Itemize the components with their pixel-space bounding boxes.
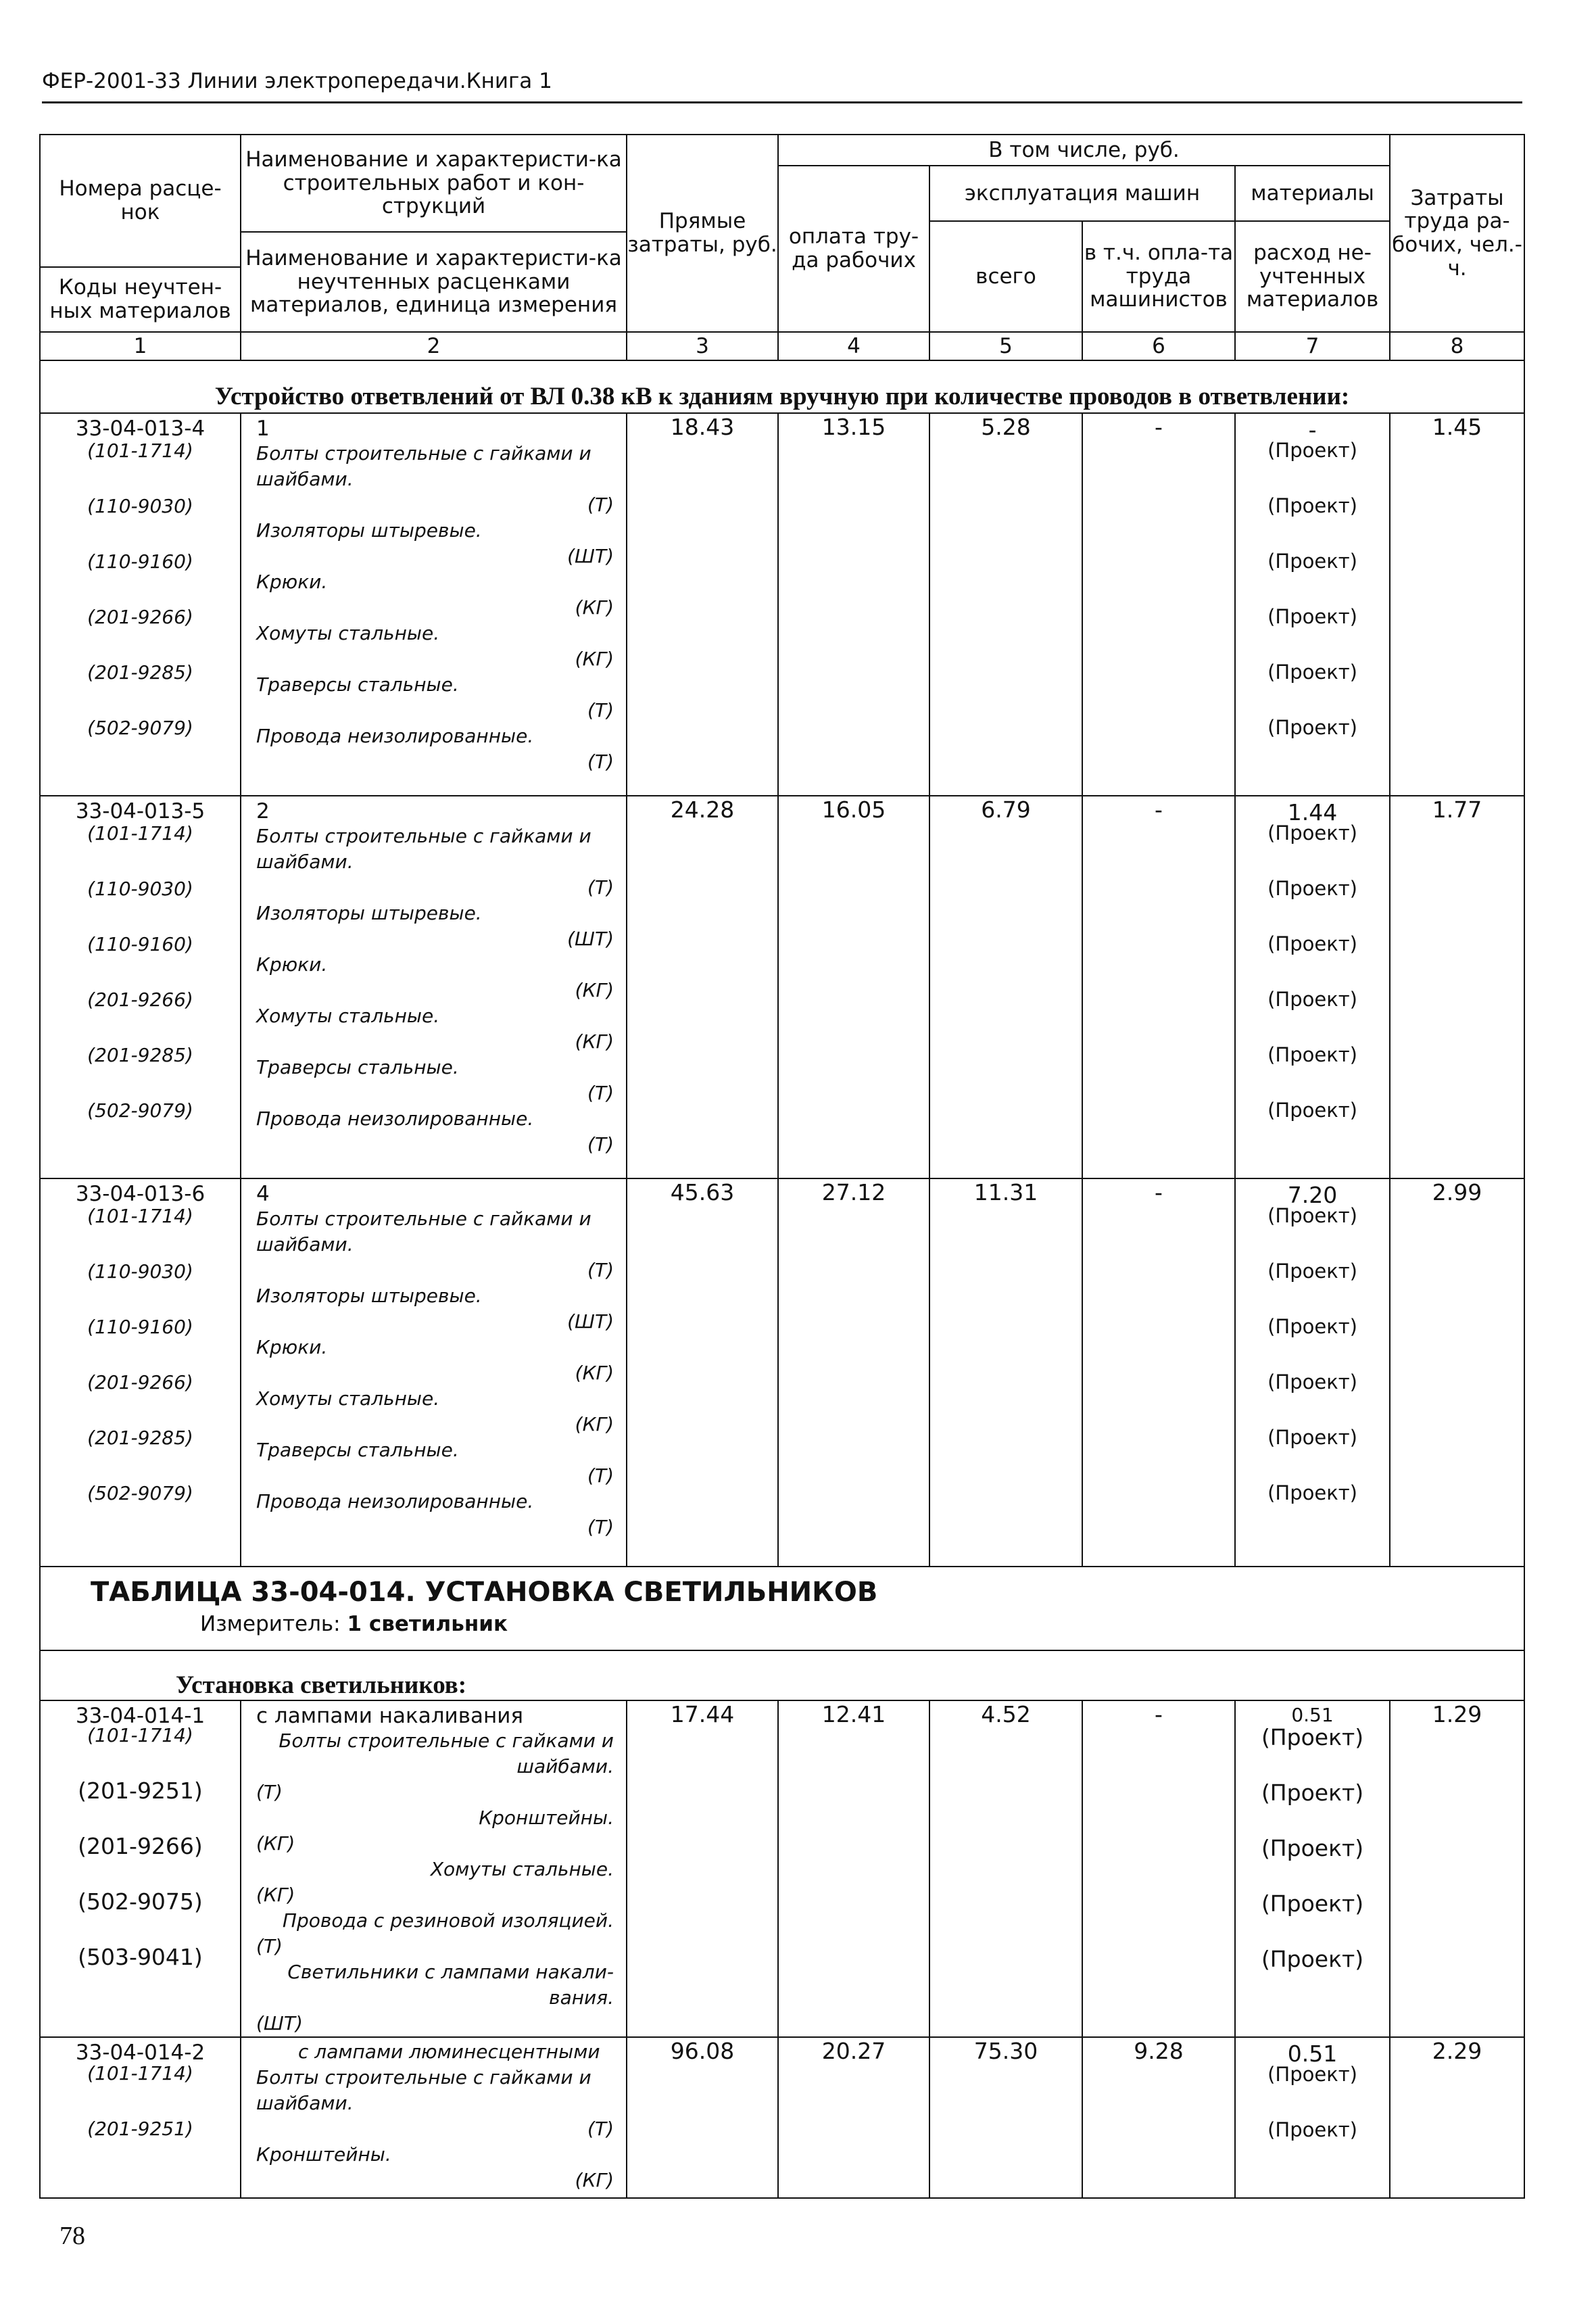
material-note: (Проект)	[1267, 2063, 1357, 2086]
material-note: (Проект)	[1261, 1724, 1364, 1750]
rate-name: 1	[256, 416, 270, 441]
material-item	[241, 1335, 626, 1386]
material-name: Хомуты стальные.	[430, 1858, 614, 1880]
rate-name: 4	[256, 1182, 270, 1206]
materials-cell	[1235, 796, 1390, 1178]
material-name: Провода неизолированные.	[256, 1490, 534, 1512]
material-unit: (КГ)	[256, 1884, 295, 1906]
rate-name-cell	[241, 413, 627, 796]
table-title: ТАБЛИЦА 33-04-014. УСТАНОВКА СВЕТИЛЬНИКОВ	[91, 1577, 878, 1608]
material-note: (Проект)	[1267, 877, 1357, 900]
material-unit: (ШТ)	[567, 928, 614, 950]
materials-value: 0.51	[1287, 2040, 1338, 2067]
material-code: (101-1714)	[87, 1205, 193, 1227]
material-item	[241, 1857, 626, 1908]
rate-name: с лампами накаливания	[256, 1704, 524, 1728]
col-machines-header: эксплуатация машин	[929, 166, 1235, 221]
column-number: 4	[778, 332, 929, 360]
material-note: (Проект)	[1267, 1315, 1357, 1338]
material-note: (Проект)	[1261, 1890, 1364, 1917]
material-note: (Проект)	[1267, 1426, 1357, 1449]
direct-costs: 24.28	[627, 796, 778, 1178]
material-name: Болты строительные с гайками и шайбами.	[279, 1729, 614, 1777]
rate-row	[40, 1700, 1524, 2037]
worker-pay: 12.41	[778, 1700, 929, 2037]
section-title-row	[40, 360, 1524, 413]
material-note: (Проект)	[1267, 1204, 1357, 1227]
machinists-pay: -	[1082, 1700, 1235, 2037]
material-note: (Проект)	[1267, 439, 1357, 462]
material-code: (503-9041)	[78, 1944, 203, 1970]
direct-costs: 17.44	[627, 1700, 778, 2037]
material-item	[241, 441, 626, 518]
labor-hours: 1.29	[1390, 1700, 1524, 2037]
direct-costs: 18.43	[627, 413, 778, 796]
material-item	[241, 1728, 626, 1805]
column-number: 3	[627, 332, 778, 360]
material-unit: (Т)	[587, 876, 614, 899]
direct-costs: 96.08	[627, 2037, 778, 2198]
rate-code-cell	[40, 413, 241, 796]
col-rate-numbers-label: Номера расце-нок	[59, 176, 222, 224]
rate-code-cell	[40, 1700, 241, 2037]
machines-total: 5.28	[929, 413, 1082, 796]
material-code: (201-9251)	[78, 1777, 203, 1804]
material-code: (110-9160)	[87, 1316, 193, 1338]
material-code: (201-9266)	[87, 1371, 193, 1393]
rate-row	[40, 2037, 1524, 2198]
table-title-row	[40, 1567, 1524, 1650]
materials-value: 1.44	[1287, 799, 1338, 826]
material-note: (Проект)	[1267, 932, 1357, 955]
material-name: Кронштейны.	[479, 1807, 614, 1829]
table-unit	[200, 1612, 1524, 1636]
material-name: Кронштейны.	[256, 2143, 391, 2166]
labor-hours: 2.29	[1390, 2037, 1524, 2198]
material-code: (201-9266)	[87, 988, 193, 1011]
material-name: Болты строительные с гайками и шайбами.	[256, 442, 591, 490]
column-number: 2	[241, 332, 627, 360]
material-name: Светильники с лампами накали-вания.	[287, 1961, 614, 2009]
material-name: Болты строительные с гайками и шайбами.	[256, 1208, 591, 1256]
material-note: (Проект)	[1267, 2118, 1357, 2141]
col-machines-total-header: всего	[929, 221, 1082, 332]
material-item	[241, 621, 626, 672]
material-code: (502-9079)	[87, 1099, 193, 1122]
column-number: 8	[1390, 332, 1524, 360]
worker-pay: 13.15	[778, 413, 929, 796]
labor-hours: 1.77	[1390, 796, 1524, 1178]
machinists-pay: 9.28	[1082, 2037, 1235, 2198]
material-name: Изоляторы штыревые.	[256, 902, 482, 924]
section-title: Устройство ответвлений от ВЛ 0.38 кВ к зданиям вручную при количестве проводов в ответвлении:	[40, 360, 1524, 413]
material-code: (110-9030)	[87, 878, 193, 900]
materials-cell	[1235, 1700, 1390, 2037]
rate-row	[40, 1178, 1524, 1567]
document-header: ФЕР-2001-33 Линии электропередачи.Книга 1	[42, 69, 552, 93]
material-item	[241, 824, 626, 901]
material-name: Провода неизолированные.	[256, 1107, 534, 1130]
material-name: Болты строительные с гайками и шайбами.	[256, 2066, 591, 2114]
col-material-name-label: Наименование и характеристи-ка неучтенных расценками материалов, единица измерения	[241, 231, 627, 331]
material-unit: (Т)	[587, 2118, 614, 2140]
material-note: (Проект)	[1267, 821, 1357, 844]
rate-name-cell	[241, 2037, 627, 2198]
machines-total: 6.79	[929, 796, 1082, 1178]
col-labor-hours-header: Затраты труда ра-бочих, чел.-ч.	[1390, 135, 1524, 332]
material-note: (Проект)	[1261, 1946, 1364, 1972]
rate-row	[40, 413, 1524, 796]
material-item	[241, 901, 626, 952]
material-unit: (КГ)	[256, 1832, 295, 1855]
col-direct-costs-header: Прямые затраты, руб.	[627, 135, 778, 332]
material-unit: (ШТ)	[567, 1310, 614, 1333]
material-name: Траверсы стальные.	[256, 1056, 459, 1078]
material-code: (201-9285)	[87, 1044, 193, 1066]
unit-value: 1 светильник	[347, 1612, 508, 1636]
machinists-pay: -	[1082, 413, 1235, 796]
materials-value: -	[1308, 416, 1317, 443]
material-code: (502-9079)	[87, 1482, 193, 1504]
column-number: 7	[1235, 332, 1390, 360]
material-code: (110-9030)	[87, 495, 193, 517]
header-rule	[42, 101, 1522, 103]
material-code: (201-9251)	[87, 2118, 193, 2140]
material-note: (Проект)	[1267, 494, 1357, 517]
rate-code-cell	[40, 1178, 241, 1567]
material-unit: (КГ)	[575, 979, 614, 1001]
column-numbers-row	[40, 332, 1524, 360]
material-name: Провода с резиновой изоляцией.	[282, 1909, 614, 1932]
material-unit: (Т)	[587, 1464, 614, 1487]
material-item	[241, 1959, 626, 2036]
materials-cell	[1235, 413, 1390, 796]
rate-name-cell	[241, 796, 627, 1178]
material-item	[241, 1106, 626, 1158]
worker-pay: 16.05	[778, 796, 929, 1178]
machines-total: 11.31	[929, 1178, 1082, 1567]
rate-code: 33-04-013-4	[75, 416, 205, 441]
material-note: (Проект)	[1267, 988, 1357, 1011]
material-item	[241, 1386, 626, 1437]
material-code: (101-1714)	[87, 439, 193, 462]
material-item	[241, 723, 626, 775]
col-material-codes-label: Коды неучтен-ных материалов	[40, 266, 241, 331]
col-work-name-label: Наименование и характеристи-ка строительных работ и кон-струкций	[245, 147, 622, 219]
rate-name: 2	[256, 799, 270, 824]
material-unit: (Т)	[587, 494, 614, 516]
machines-total: 4.52	[929, 1700, 1082, 2037]
material-name: Хомуты стальные.	[256, 1387, 440, 1410]
material-code: (201-9285)	[87, 1427, 193, 1449]
materials-value: 7.20	[1287, 1182, 1338, 1208]
machinists-pay: -	[1082, 1178, 1235, 1567]
col-group-header: В том числе, руб.	[778, 135, 1390, 166]
materials-cell	[1235, 1178, 1390, 1567]
material-unit: (КГ)	[575, 1413, 614, 1435]
material-note: (Проект)	[1267, 1370, 1357, 1393]
material-unit: (КГ)	[575, 1362, 614, 1384]
material-item	[241, 569, 626, 621]
material-code: (101-1714)	[87, 2062, 193, 2084]
material-item	[241, 1805, 626, 1857]
col-names-header	[241, 135, 627, 332]
material-name: Изоляторы штыревые.	[256, 1285, 482, 1307]
rate-code-cell	[40, 2037, 241, 2198]
unit-label: Измеритель:	[200, 1612, 341, 1636]
rate-code: 33-04-014-2	[75, 2040, 205, 2065]
material-note: (Проект)	[1261, 1780, 1364, 1806]
rates-table	[39, 134, 1525, 2199]
material-unit: (Т)	[256, 1935, 283, 1957]
material-unit: (ШТ)	[256, 2012, 303, 2034]
material-item	[241, 1206, 626, 1283]
material-note: (Проект)	[1267, 550, 1357, 573]
material-name: Болты строительные с гайками и шайбами.	[256, 825, 591, 873]
labor-hours: 2.99	[1390, 1178, 1524, 1567]
material-item	[241, 518, 626, 569]
material-code: (110-9030)	[87, 1260, 193, 1283]
column-number: 1	[40, 332, 241, 360]
material-name: Крюки.	[256, 571, 328, 593]
material-name: Хомуты стальные.	[256, 1005, 440, 1027]
col-machinists-pay-header: в т.ч. опла-та труда машинистов	[1082, 221, 1235, 332]
rate-code-cell	[40, 796, 241, 1178]
material-item	[241, 1437, 626, 1489]
material-item	[241, 1908, 626, 1959]
material-unit: (Т)	[587, 1082, 614, 1104]
material-note: (Проект)	[1267, 1099, 1357, 1122]
column-number: 5	[929, 332, 1082, 360]
rate-code: 33-04-013-6	[75, 1182, 205, 1206]
material-unit: (Т)	[587, 1259, 614, 1281]
material-unit: (Т)	[587, 699, 614, 721]
section-title-row	[40, 1650, 1524, 1700]
material-item	[241, 952, 626, 1003]
material-note: (Проект)	[1267, 1043, 1357, 1066]
material-unit: (ШТ)	[567, 545, 614, 567]
material-unit: (Т)	[587, 1516, 614, 1538]
material-item	[241, 1489, 626, 1540]
material-unit: (КГ)	[575, 2169, 614, 2191]
rate-code: 33-04-013-5	[75, 799, 205, 824]
material-name: Изоляторы штыревые.	[256, 519, 482, 542]
material-item	[241, 2065, 626, 2142]
material-code: (201-9266)	[87, 606, 193, 628]
material-code: (502-9079)	[87, 717, 193, 739]
material-code: (110-9160)	[87, 550, 193, 573]
material-note: (Проект)	[1267, 605, 1357, 628]
material-name: Крюки.	[256, 1336, 328, 1358]
material-unit: (Т)	[587, 750, 614, 773]
column-number: 6	[1082, 332, 1235, 360]
rate-name-cell	[241, 1178, 627, 1567]
table-title-cell	[40, 1567, 1524, 1650]
material-code: (201-9285)	[87, 661, 193, 684]
machinists-pay: -	[1082, 796, 1235, 1178]
material-code: (110-9160)	[87, 933, 193, 955]
rate-name: с лампами люминесцентными	[298, 2040, 600, 2063]
material-note: (Проект)	[1267, 1481, 1357, 1504]
material-code: (201-9266)	[78, 1833, 203, 1859]
col-worker-pay-header: оплата тру-да рабочих	[778, 166, 929, 332]
material-note: (Проект)	[1267, 661, 1357, 684]
worker-pay: 20.27	[778, 2037, 929, 2198]
direct-costs: 45.63	[627, 1178, 778, 1567]
material-name: Траверсы стальные.	[256, 673, 459, 696]
materials-value: 0.51	[1291, 1704, 1334, 1726]
rate-name-cell	[241, 1700, 627, 2037]
rate-code: 33-04-014-1	[75, 1704, 205, 1728]
col-unaccounted-materials-header: расход не-учтенных материалов	[1235, 221, 1390, 332]
material-code: (101-1714)	[87, 1724, 193, 1746]
material-item	[241, 1055, 626, 1106]
material-unit: (Т)	[587, 1133, 614, 1155]
material-item	[241, 1283, 626, 1335]
machines-total: 75.30	[929, 2037, 1082, 2198]
materials-cell	[1235, 2037, 1390, 2198]
material-name: Крюки.	[256, 953, 328, 976]
page-number: 78	[59, 2222, 85, 2250]
material-name: Траверсы стальные.	[256, 1439, 459, 1461]
material-unit: (КГ)	[575, 648, 614, 670]
material-code: (502-9075)	[78, 1888, 203, 1915]
labor-hours: 1.45	[1390, 413, 1524, 796]
material-note: (Проект)	[1267, 716, 1357, 739]
section-title: Установка светильников:	[40, 1650, 1524, 1700]
material-item	[241, 672, 626, 723]
rate-row	[40, 796, 1524, 1178]
material-name: Хомуты стальные.	[256, 622, 440, 644]
worker-pay: 27.12	[778, 1178, 929, 1567]
material-item	[241, 1003, 626, 1055]
material-name: Провода неизолированные.	[256, 725, 534, 747]
material-code: (101-1714)	[87, 822, 193, 844]
material-note: (Проект)	[1267, 1260, 1357, 1283]
col-codes-header	[40, 135, 241, 332]
material-unit: (Т)	[256, 1781, 283, 1803]
material-unit: (КГ)	[575, 1030, 614, 1053]
col-materials-header: материалы	[1235, 166, 1390, 221]
material-note: (Проект)	[1261, 1835, 1364, 1861]
material-item	[241, 2142, 626, 2193]
material-unit: (КГ)	[575, 596, 614, 619]
